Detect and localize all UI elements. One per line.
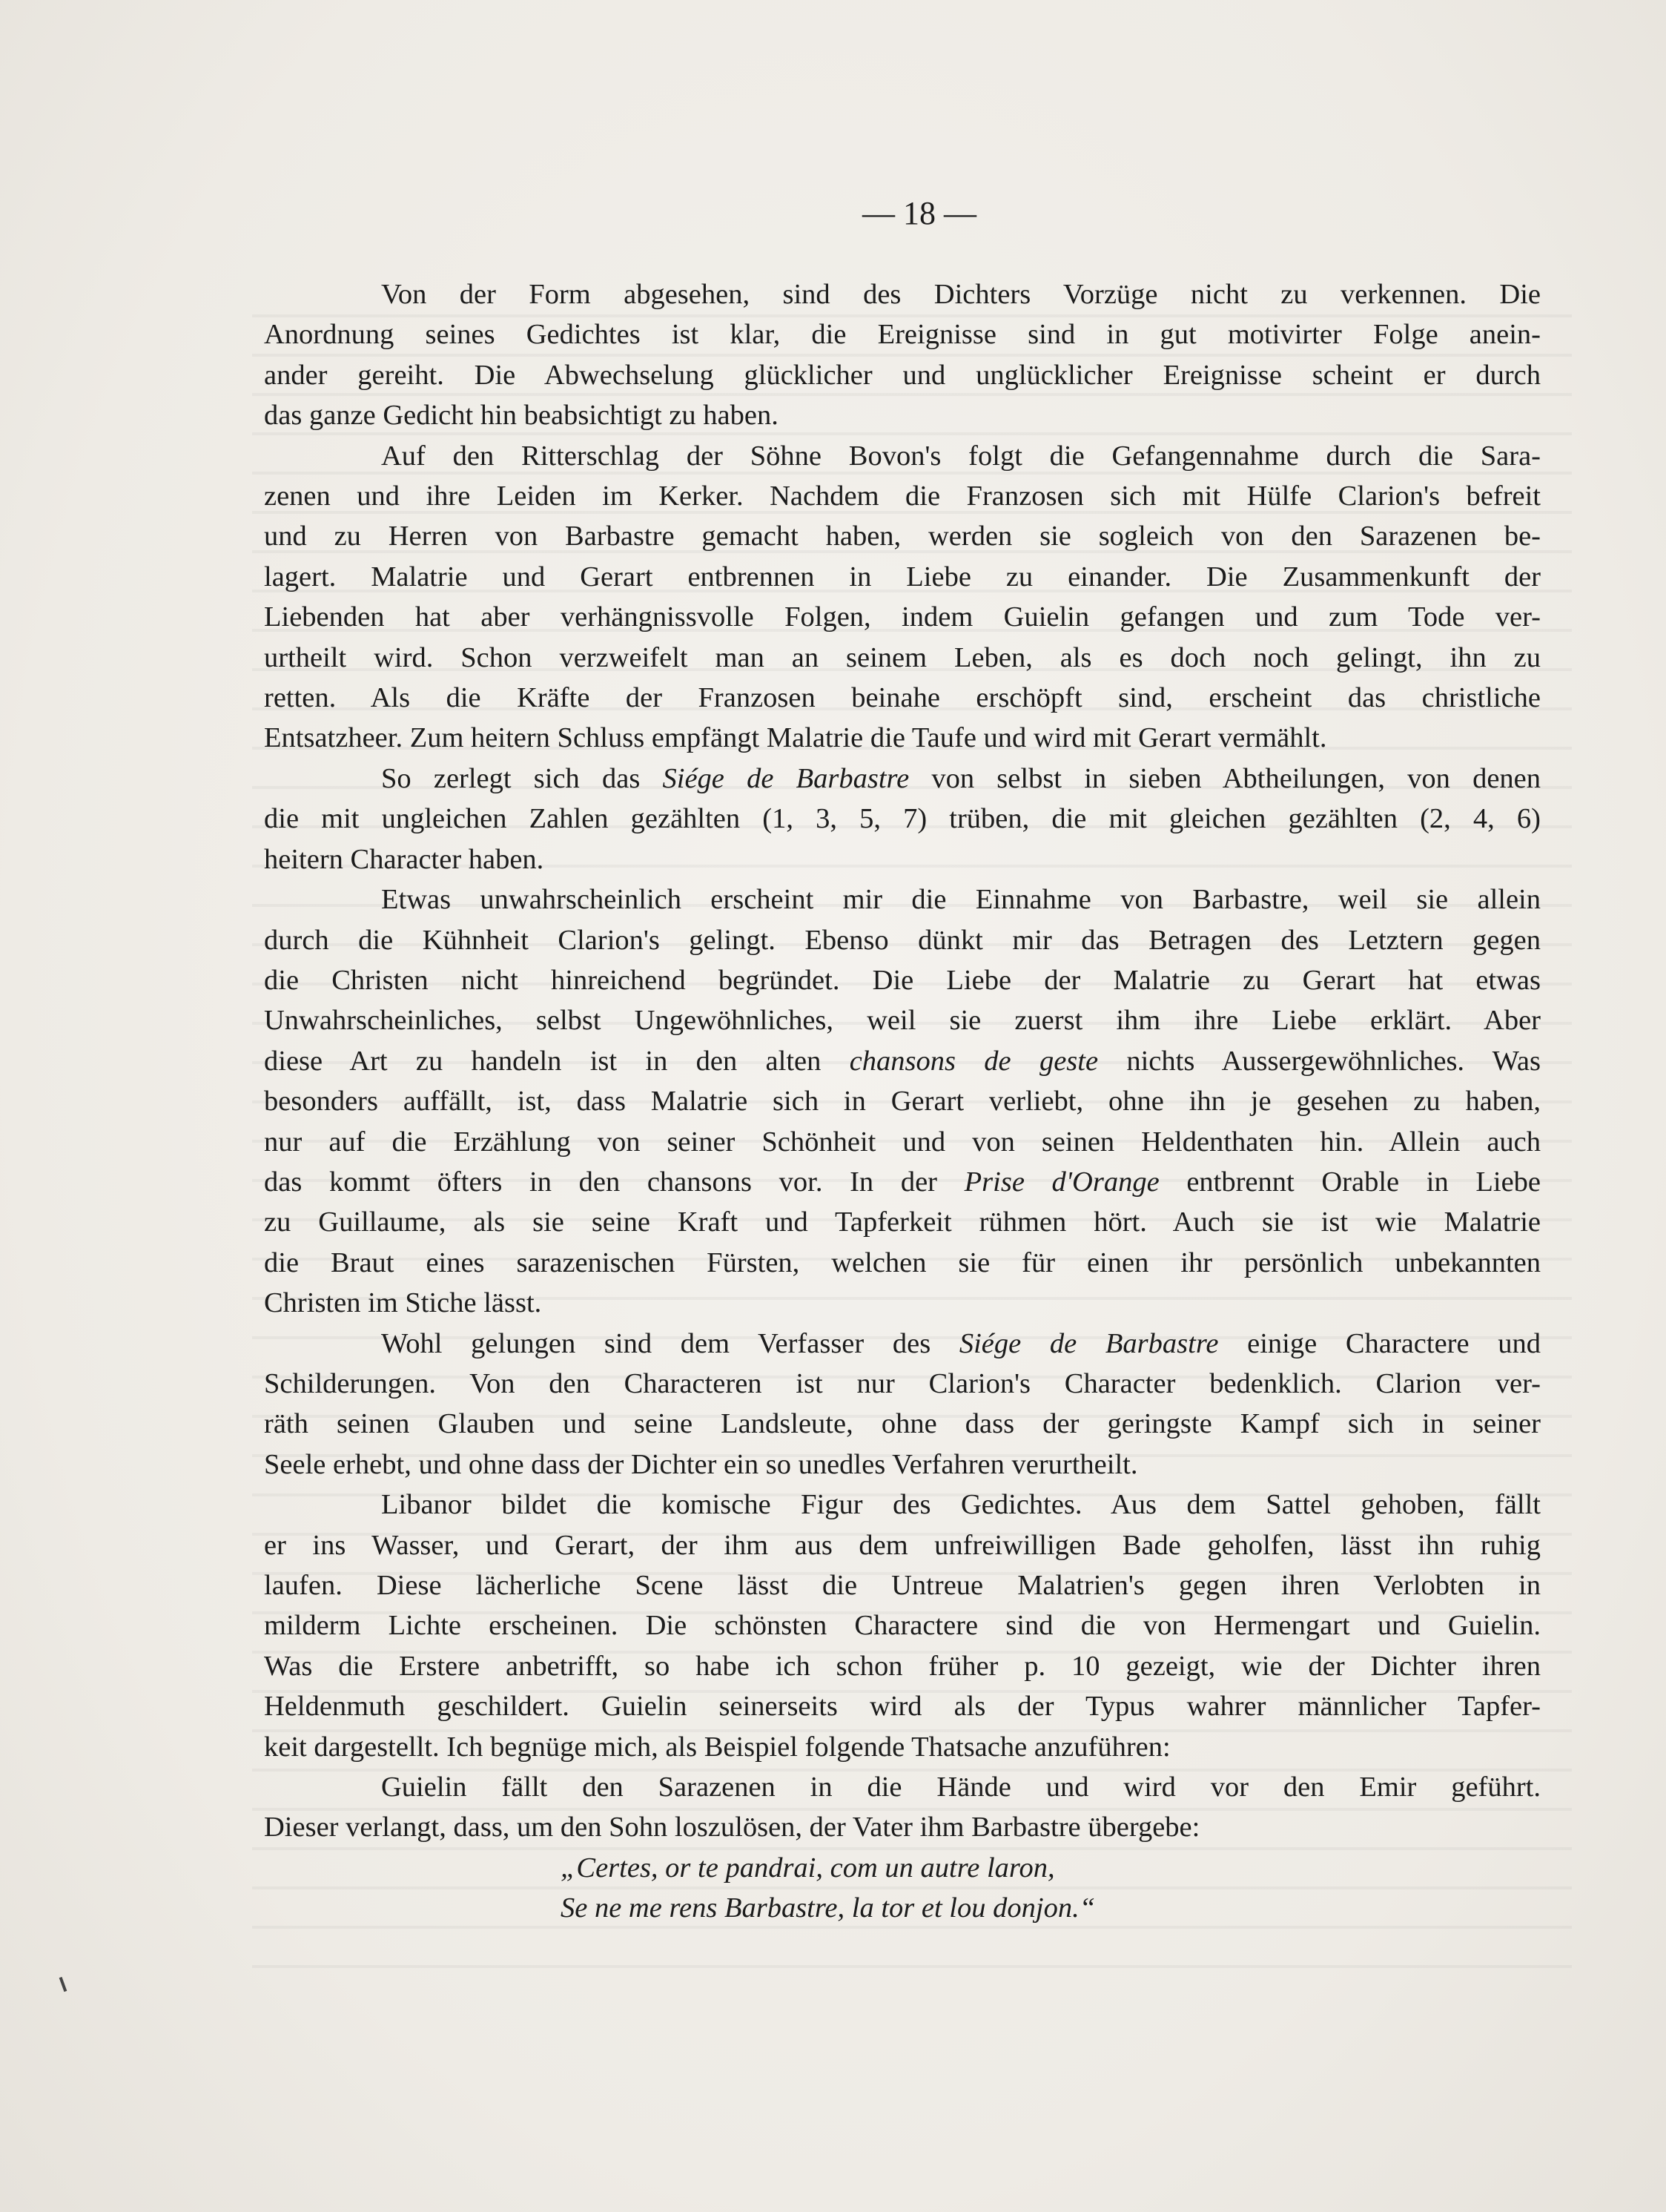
- text-line: besonders auffällt, ist, dass Malatrie sich in Gerart verliebt, ohne ihn je gesehen zu haben,: [264, 1086, 1541, 1117]
- text-line: ander gereiht. Die Abwechselung glücklicher und unglücklicher Ereignisse scheint er durch: [264, 359, 1541, 391]
- page-number: — 18 —: [862, 195, 976, 231]
- text-line: Christen im Stiche lässt.: [264, 1287, 542, 1319]
- text-line: das kommt öfters in den chansons vor. In der Prise d'Orange entbrennt Orable in Liebe: [264, 1166, 1541, 1198]
- verse-line: Se ne me rens Barbastre, la tor et lou donjon.“: [561, 1892, 1096, 1924]
- text-line: keit dargestellt. Ich begnüge mich, als Beispiel folgende Thatsache anzuführen:: [264, 1731, 1171, 1763]
- text-line: zenen und ihre Leiden im Kerker. Nachdem die Franzosen sich mit Hülfe Clarion's befreit: [264, 481, 1541, 512]
- text-line: durch die Kühnheit Clarion's gelingt. Ebenso dünkt mir das Betragen des Letztern gegen: [264, 924, 1541, 956]
- paragraph: [264, 1324, 1541, 1485]
- text-line: das ganze Gedicht hin beabsichtigt zu haben.: [264, 400, 779, 432]
- text-line: zu Guillaume, als sie seine Kraft und Tapferkeit rühmen hört. Auch sie ist wie Malatrie: [264, 1206, 1541, 1238]
- text-line: nur auf die Erzählung von seiner Schönheit und von seinen Heldenthaten hin. Allein auch: [264, 1126, 1541, 1158]
- text-line: Liebenden hat aber verhängnissvolle Folgen, indem Guielin gefangen und zum Tode ver-: [264, 601, 1541, 633]
- paragraph: [264, 1767, 1541, 1848]
- text-line: die Braut eines sarazenischen Fürsten, welchen sie für einen ihr persönlich unbekannten: [264, 1247, 1541, 1278]
- paragraph: [264, 879, 1541, 1323]
- text-line: Heldenmuth geschildert. Guielin seinerseits wird als der Typus wahrer männlicher Tapfer-: [264, 1691, 1541, 1723]
- text-line: Anordnung seines Gedichtes ist klar, die Ereignisse sind in gut motivirter Folge anein-: [264, 319, 1541, 351]
- paragraph: [264, 274, 1541, 436]
- paragraph: [264, 759, 1541, 879]
- text-line: laufen. Diese lächerliche Scene lässt die Untreue Malatrien's gegen ihren Verlobten in: [264, 1570, 1541, 1601]
- text-line: retten. Als die Kräfte der Franzosen beinahe erschöpft sind, erscheint das christliche: [264, 682, 1541, 714]
- text-line: räth seinen Glauben und seine Landsleute, ohne dass der geringste Kampf sich in seiner: [264, 1408, 1541, 1440]
- text-line: milderm Lichte erscheinen. Die schönsten Charactere sind die von Hermengart und Guielin.: [264, 1610, 1541, 1642]
- text-line: Schilderungen. Von den Characteren ist nur Clarion's Character bedenklich. Clarion ver-: [264, 1367, 1541, 1399]
- paragraph: [264, 1485, 1541, 1767]
- text-line: urtheilt wird. Schon verzweifelt man an seinem Leben, als es doch noch gelingt, ihn zu: [264, 641, 1541, 673]
- text-line: die mit ungleichen Zahlen gezählten (1, 3, 5, 7) trüben, die mit gleichen gezählten (2, 4, 6): [264, 803, 1541, 835]
- scan-mark: [59, 1977, 67, 1992]
- verse-quote: [264, 1848, 1541, 1929]
- text-line: die Christen nicht hinreichend begründet. Die Liebe der Malatrie zu Gerart hat etwas: [264, 964, 1541, 996]
- text-line: und zu Herren von Barbastre gemacht haben, werden sie sogleich von den Sarazenen be-: [264, 521, 1541, 552]
- text-line: Wohl gelungen sind dem Verfasser des Siége de Barbastre einige Charactere und: [381, 1327, 1541, 1359]
- text-line: diese Art zu handeln ist in den alten chansons de geste nichts Aussergewöhnliches. Was: [264, 1045, 1541, 1077]
- text-line: lagert. Malatrie und Gerart entbrennen in Liebe zu einander. Die Zusammenkunft der: [264, 561, 1541, 592]
- text-line: Seele erhebt, und ohne dass der Dichter ein so unedles Verfahren verurtheilt.: [264, 1448, 1138, 1480]
- text-line: Etwas unwahrscheinlich erscheint mir die Einnahme von Barbastre, weil sie allein: [381, 884, 1541, 916]
- text-line: Was die Erstere anbetrifft, so habe ich schon früher p. 10 gezeigt, wie der Dichter ihren: [264, 1650, 1541, 1682]
- text-line: heitern Character haben.: [264, 843, 544, 875]
- text-line: Unwahrscheinliches, selbst Ungewöhnliches, weil sie zuerst ihm ihre Liebe erklärt. Aber: [264, 1005, 1541, 1037]
- body-text: [264, 274, 1541, 1929]
- text-line: Von der Form abgesehen, sind des Dichters Vorzüge nicht zu verkennen. Die: [381, 279, 1541, 310]
- text-line: Dieser verlangt, dass, um den Sohn loszulösen, der Vater ihm Barbastre übergebe:: [264, 1812, 1200, 1843]
- text-line: Guielin fällt den Sarazenen in die Hände und wird vor den Emir geführt.: [381, 1772, 1541, 1803]
- text-line: So zerlegt sich das Siége de Barbastre von selbst in sieben Abtheilungen, von denen: [381, 762, 1541, 794]
- text-line: Entsatzheer. Zum heitern Schluss empfängt Malatrie die Taufe und wird mit Gerart vermählt.: [264, 722, 1327, 754]
- text-line: Auf den Ritterschlag der Söhne Bovon's folgt die Gefangennahme durch die Sara-: [381, 440, 1541, 472]
- paragraph: [264, 436, 1541, 759]
- verse-line: „Certes, or te pandrai, com un autre laron,: [561, 1852, 1055, 1883]
- text-line: er ins Wasser, und Gerart, der ihm aus dem unfreiwilligen Bade geholfen, lässt ihn ruhig: [264, 1529, 1541, 1561]
- text-line: Libanor bildet die komische Figur des Gedichtes. Aus dem Sattel gehoben, fällt: [381, 1489, 1541, 1521]
